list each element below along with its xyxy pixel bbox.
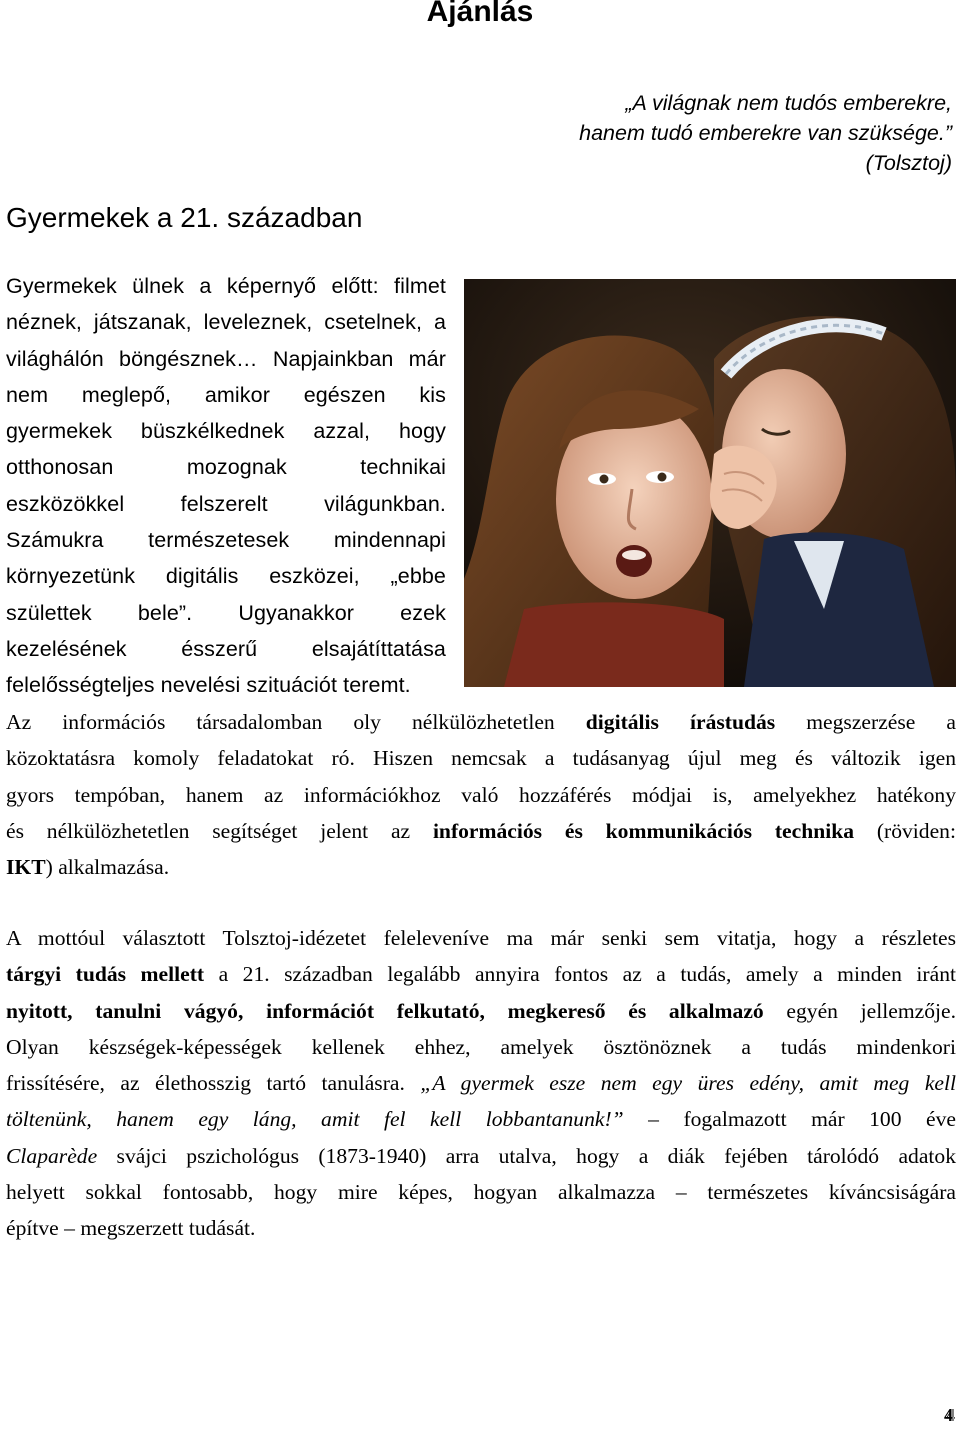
bold-term: nyitott, tanulni vágyó, információt felkutató, megkereső és alkalmazó bbox=[6, 998, 764, 1023]
intro-line: eszközökkel felszerelt világunkban. bbox=[6, 491, 446, 516]
paragraph-line: frissítésére, az élethosszig tartó tanulásra. „A gyermek esze nem egy üres edény, amit meg kell bbox=[6, 1071, 956, 1096]
paragraph-line: nyitott, tanulni vágyó, információt felkutató, megkereső és alkalmazó egyén jellemzője. bbox=[6, 998, 956, 1023]
italic-name: Claparède bbox=[6, 1143, 98, 1168]
intro-line: gyermekek büszkélkednek azzal, hogy bbox=[6, 419, 446, 444]
paragraph-line: és nélkülözhetetlen segítséget jelent az információs és kommunikációs technika (röviden: bbox=[6, 818, 956, 843]
intro-line: környezetünk digitális eszközei, „ebbe bbox=[6, 564, 446, 589]
photo-illustration bbox=[464, 279, 956, 687]
motto-author: (Tolsztoj) bbox=[865, 151, 952, 175]
bold-term: digitális írástudás bbox=[585, 710, 776, 734]
intro-line: születtek bele”. Ugyanakkor ezek bbox=[6, 600, 446, 625]
paragraph-line: építve – megszerzett tudását. bbox=[6, 1216, 256, 1241]
paragraph-line: Olyan készségek-képességek kellenek ehhez, amelyek ösztönöznek a tudás mindenkori bbox=[6, 1034, 956, 1059]
paragraph-line: gyors tempóban, hanem az információkhoz való hozzáférés módjai is, amelyekhez hatékony bbox=[6, 782, 956, 807]
paragraph-line: tárgyi tudás mellett a 21. században legalább annyira fontos az a tudás, amely a minden iránt bbox=[6, 962, 956, 987]
paragraph-line: helyett sokkal fontosabb, hogy mire képes, hogyan alkalmazza – természetes kíváncsiságára bbox=[6, 1180, 956, 1205]
intro-line: Gyermekek ülnek a képernyő előtt: filmet bbox=[6, 274, 446, 298]
intro-paragraph bbox=[6, 268, 446, 704]
intro-line: felelősségteljes nevelési szituációt teremt. bbox=[6, 673, 411, 698]
paragraph-line: Az információs társadalomban oly nélkülözhetetlen digitális írástudás megszerzése a bbox=[6, 710, 956, 734]
bold-term: IKT bbox=[6, 855, 46, 880]
paragraph-line: töltenünk, hanem egy láng, amit fel kell lobbantanunk!” – fogalmazott már 100 éve bbox=[6, 1107, 956, 1132]
paragraph-line: IKT) alkalmazása. bbox=[6, 855, 170, 880]
intro-line: kezelésének ésszerű elsajátíttatása bbox=[6, 636, 446, 661]
bold-term: információs és kommunikációs technika bbox=[432, 818, 855, 843]
page-title: Ajánlás bbox=[426, 0, 534, 28]
paragraph-tolstoy-quote bbox=[6, 920, 956, 1247]
intro-line: Számukra természetesek mindennapi bbox=[6, 528, 446, 553]
intro-line: világhálón böngésznek… Napjainkban már bbox=[6, 346, 446, 371]
paragraph-line: közoktatásra komoly feladatokat ró. Hiszen nemcsak a tudásanyag újul meg és változik igen bbox=[6, 746, 956, 771]
italic-quote: „A gyermek esze nem egy üres edény, amit meg kell bbox=[420, 1071, 956, 1096]
paragraph-line: Claparède svájci pszichológus (1873-1940) arra utalva, hogy a diák fejében tárolódó adatok bbox=[6, 1143, 956, 1168]
bold-term: tárgyi tudás mellett bbox=[6, 962, 205, 987]
motto-quote bbox=[432, 88, 952, 178]
paragraph-digital-literacy bbox=[6, 704, 956, 885]
motto-line-1: „A világnak nem tudós emberekre, bbox=[625, 91, 952, 115]
intro-line: néznek, játszanak, leveleznek, csetelnek, a bbox=[6, 310, 446, 335]
italic-quote: töltenünk, hanem egy láng, amit fel kell lobbantanunk!” bbox=[6, 1107, 624, 1132]
photo-two-girls-whispering bbox=[464, 279, 956, 687]
section-heading: Gyermekek a 21. században bbox=[6, 202, 363, 233]
paragraph-line: A mottóul választott Tolsztoj-idézetet feleleveníve ma már senki sem vitatja, hogy a részletes bbox=[6, 926, 956, 950]
intro-line: otthonosan mozognak technikai bbox=[6, 455, 446, 480]
page-number: 4 bbox=[944, 1405, 954, 1425]
motto-line-2: hanem tudó emberekre van szüksége.” bbox=[579, 121, 952, 145]
intro-line: nem meglepő, amikor egészen kis bbox=[6, 382, 446, 407]
